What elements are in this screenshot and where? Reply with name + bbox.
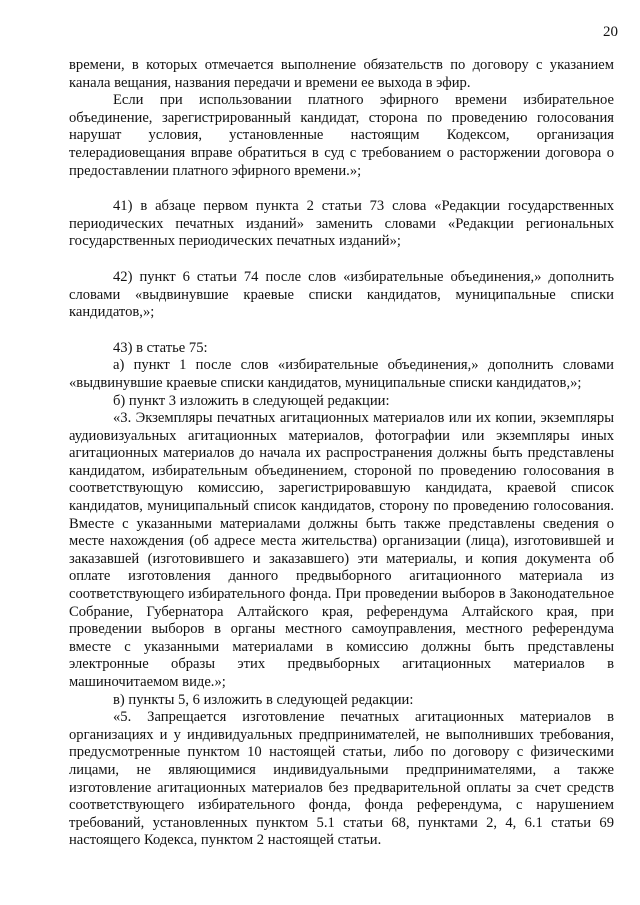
paragraph-subitem-b: б) пункт 3 изложить в следующей редакции:: [113, 392, 390, 409]
paragraph-subitem-a: а) пункт 1 после слов «избирательные объединения,» дополнить словами «выдвинувшие краевые списки кандидатов, муниципальные списки кандидатов,»;: [69, 357, 614, 391]
paragraph-paid-airtime: Если при использовании платного эфирного времени избирательное объединение, зарегистрированный кандидат, сторона по проведению голосования нарушат условия, установленные настоящим Кодексом, организация телерадиовещания вправе обратиться в суд с требованием о расторжении договора о предоставлении платного эфирного времени.»;: [69, 92, 614, 179]
paragraph-clause-5: «5. Запрещается изготовление печатных агитационных материалов в организациях и у индивидуальных предпринимателей, не выполнивших требования, предусмотренные пунктом 10 настоящей статьи, либо по договору с физическими лицами, не являющимися индивидуальными предпринимателями, а также изготовление агитационных материалов без предварительной оплаты за счет средств соответствующего избирательного фонда, фонда референдума, с нарушением требований, установленных пунктом 5.1 статьи 68, пунктами 2, 4, 6.1 статьи 69 настоящего Кодекса, пунктом 2 настоящей статьи.: [69, 709, 614, 849]
document-body: [69, 57, 614, 850]
paragraph-item-41: 41) в абзаце первом пункта 2 статьи 73 слова «Редакции государственных периодических печатных изданий» заменить словами «Редакции региональных государственных периодических печатных изданий»;: [69, 198, 614, 250]
paragraph-continuation: времени, в которых отмечается выполнение обязательств по договору с указанием канала вещания, названия передачи и времени ее выхода в эфир.: [69, 57, 614, 91]
paragraph-item-43: 43) в статье 75:: [113, 339, 208, 356]
paragraph-clause-3: «3. Экземпляры печатных агитационных материалов или их копии, экземпляры аудиовизуальных агитационных материалов, фотографии или экземпляры иных агитационных материалов до начала их распространения должны быть представлены кандидатом, избирательным объединением, стороной по проведению голосования в соответствующую комиссию, зарегистрировавшую кандидата, краевой список кандидатов, муниципальный список кандидатов, сторону по проведению голосования. Вместе с указанными материалами должны быть также представлены сведения о месте нахождения (об адресе места жительства) организации (лица), изготовившей и заказавшей (изготовившего и заказавшего) эти материалы, и копия документа об оплате изготовления данного предвыборного агитационного материала из соответствующего избирательного фонда. При проведении выборов в Законодательное Собрание, Губернатора Алтайского края, референдума Алтайского края, при проведении выборов в органы местного самоуправления, местного референдума вместе с указанными материалами в комиссию должны быть представлены электронные образы этих предвыборных агитационных материалов в машиночитаемом виде.»;: [69, 410, 614, 690]
paragraph-subitem-v: в) пункты 5, 6 изложить в следующей редакции:: [113, 691, 414, 708]
paragraph-item-42: 42) пункт 6 статьи 74 после слов «избирательные объединения,» дополнить словами «выдвинувшие краевые списки кандидатов, муниципальные списки кандидатов,»;: [69, 268, 614, 321]
page-number: 20: [603, 24, 618, 40]
